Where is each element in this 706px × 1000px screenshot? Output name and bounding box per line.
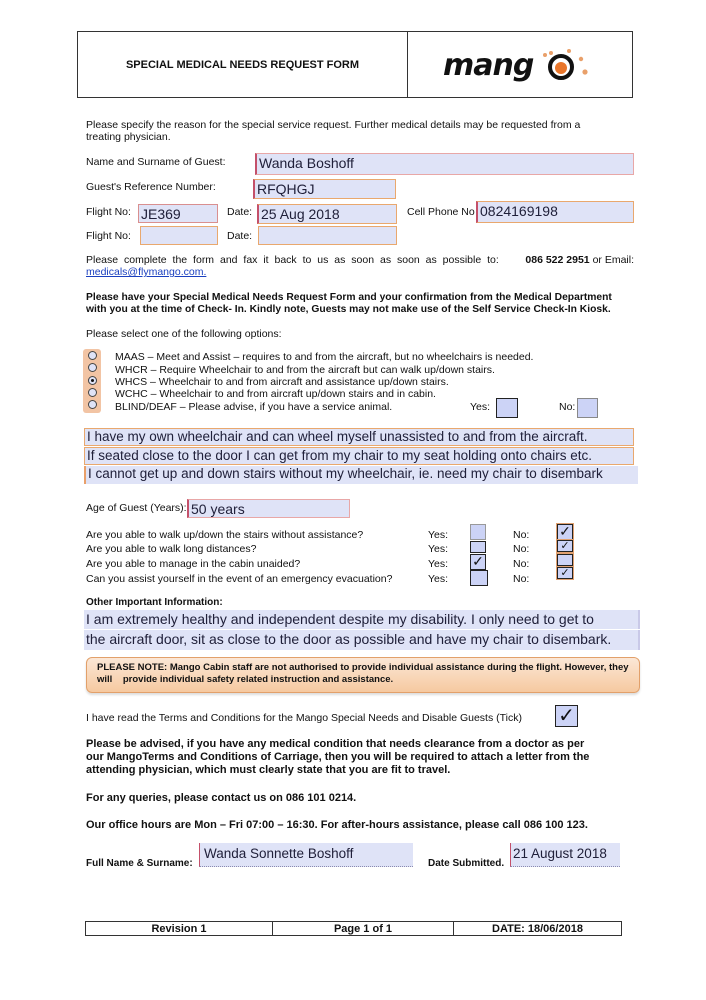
cell-phone-field[interactable]: 0824169198 [476, 201, 634, 223]
question-1-yes-checkbox[interactable] [470, 524, 486, 540]
footer-page: Page 1 of 1 [273, 922, 454, 935]
question-4-no-label: No: [513, 573, 530, 585]
question-1-yes-label: Yes: [428, 529, 449, 541]
question-2-no-checkbox[interactable] [557, 540, 573, 552]
reference-number-field[interactable]: RFQHGJ [253, 179, 396, 199]
terms-checkbox[interactable] [555, 705, 578, 727]
reason-line-2[interactable]: If seated close to the door I can get from my chair to my seat holding onto chairs etc. [84, 447, 634, 465]
fax-number: 086 522 2951 [525, 254, 590, 266]
flight-number-field-1[interactable]: JE369 [138, 204, 218, 223]
question-3-no-label: No: [513, 558, 530, 570]
form-header [77, 31, 633, 98]
cell-phone-label: Cell Phone No [407, 206, 475, 218]
question-1-text: Are you able to walk up/down the stairs without assistance? [86, 529, 364, 541]
option-label-blind-deaf: BLIND/DEAF – Please advise, if you have a service animal. [115, 401, 393, 413]
radio-selected-dot-icon [91, 379, 94, 382]
radio-blind-deaf[interactable] [88, 400, 97, 409]
or-email-text: or Email: [592, 254, 634, 266]
advice-line-3: attending physician, which must clearly state that you are fit to travel. [86, 764, 451, 776]
question-2-yes-checkbox[interactable] [470, 541, 486, 553]
question-3-no-checkbox[interactable] [557, 554, 573, 566]
note-line-1: PLEASE NOTE: Mango Cabin staff are not authorised to provide individual assistance during the flight. However, they [97, 662, 629, 673]
flight-number-field-2[interactable] [140, 226, 218, 245]
flight-date-field-1[interactable]: 25 Aug 2018 [257, 204, 397, 224]
please-note-box [86, 657, 640, 693]
question-4-text: Can you assist yourself in the event of an emergency evacuation? [86, 573, 393, 585]
option-label-wchc: WCHC – Wheelchair to and from aircraft up/down stairs and in cabin. [115, 388, 436, 400]
age-field[interactable]: 50 years [187, 499, 350, 518]
other-info-line-1[interactable]: I am extremely healthy and independent despite my disability. I only need to get to [84, 610, 640, 629]
svg-text:mang: mang [443, 47, 534, 83]
checkin-notice-2: with you at the time of Check- In. Kindly note, Guests may not make use of the Self Service Check-In Kiosk. [86, 304, 611, 315]
mango-logo [408, 32, 632, 97]
checkin-notice-1: Please have your Special Medical Needs Request Form and your confirmation from the Medical Department [86, 292, 612, 303]
date-label-1: Date: [227, 206, 253, 218]
check-icon: ✓ [560, 540, 570, 552]
flight-date-field-2[interactable] [258, 226, 397, 245]
date-submitted-field[interactable]: 21 August 2018 [510, 843, 620, 867]
option-label-whcr: WHCR – Require Wheelchair to and from the aircraft but can walk up/down stairs. [115, 364, 495, 376]
terms-label: I have read the Terms and Conditions for the Mango Special Needs and Disable Guests (Tick) [86, 712, 522, 724]
footer-revision: Revision 1 [86, 922, 273, 935]
advice-line-1: Please be advised, if you have any medical condition that needs clearance from a doctor as per [86, 738, 585, 750]
question-2-no-label: No: [513, 543, 530, 555]
queries-text: For any queries, please contact us on 086 101 0214. [86, 792, 357, 804]
full-name-label: Full Name & Surname: [86, 858, 193, 869]
service-animal-no-checkbox[interactable] [577, 398, 598, 418]
reason-line-3[interactable]: I cannot get up and down stairs without my wheelchair, ie. need my chair to disembark [84, 466, 638, 484]
flight-label-2: Flight No: [86, 230, 131, 242]
reason-line-1[interactable]: I have my own wheelchair and can wheel myself unassisted to and from the aircraft. [84, 428, 634, 446]
question-3-yes-label: Yes: [428, 558, 449, 570]
mango-logo-icon [435, 45, 605, 85]
question-4-no-checkbox[interactable] [557, 567, 573, 579]
radio-wchc[interactable] [88, 388, 97, 397]
intro-text-2: treating physician. [86, 131, 171, 143]
question-2-text: Are you able to walk long distances? [86, 543, 257, 555]
date-submitted-label: Date Submitted. [428, 858, 505, 869]
check-icon: ✓ [472, 553, 484, 569]
check-icon: ✓ [560, 567, 570, 579]
advice-line-2: our MangoTerms and Conditions of Carriage, then you will be required to attach a letter from the [86, 751, 590, 763]
radio-maas[interactable] [88, 351, 97, 360]
service-animal-no-label: No: [559, 401, 576, 413]
option-label-maas: MAAS – Meet and Assist – requires to and from the aircraft, but no wheelchairs is needed. [115, 351, 534, 363]
option-label-whcs: WHCS – Wheelchair to and from aircraft and assistance up/down stairs. [115, 376, 449, 388]
question-3-text: Are you able to manage in the cabin unaided? [86, 558, 301, 570]
guest-name-field[interactable]: Wanda Boshoff [255, 153, 634, 175]
email-wrap [86, 266, 206, 278]
other-info-line-2[interactable]: the aircraft door, sit as close to the door as possible and have my chair to disembark. [84, 630, 640, 650]
question-1-no-checkbox[interactable] [557, 524, 573, 540]
note-line-2: will provide individual safety related instruction and assistance. [97, 674, 394, 685]
other-info-label: Other Important Information: [86, 597, 223, 608]
question-3-yes-checkbox[interactable] [470, 554, 486, 570]
radio-whcs[interactable] [88, 376, 97, 385]
question-4-yes-label: Yes: [428, 573, 449, 585]
service-animal-yes-label: Yes: [470, 401, 491, 413]
question-1-no-label: No: [513, 529, 530, 541]
form-title: SPECIAL MEDICAL NEEDS REQUEST FORM [78, 32, 408, 97]
options-prompt: Please select one of the following options: [86, 328, 282, 340]
fax-instruction [86, 254, 634, 266]
fax-text: Please complete the form and fax it back to us as soon as soon as possible to: [86, 254, 499, 266]
radio-whcr[interactable] [88, 363, 97, 372]
name-label: Name and Surname of Guest: [86, 156, 226, 168]
intro-text-1: Please specify the reason for the special service request. Further medical details may be requested from a [86, 119, 581, 131]
date-label-2: Date: [227, 230, 253, 242]
email-link[interactable]: medicals@flymango.com. [86, 266, 207, 278]
check-icon: ✓ [559, 523, 571, 539]
question-2-yes-label: Yes: [428, 543, 449, 555]
footer-table [85, 921, 622, 936]
service-animal-yes-checkbox[interactable] [496, 398, 518, 418]
flight-label-1: Flight No: [86, 206, 131, 218]
footer-date: DATE: 18/06/2018 [492, 922, 583, 935]
question-4-yes-checkbox[interactable] [470, 570, 488, 586]
ref-label: Guest's Reference Number: [86, 181, 216, 193]
full-name-field[interactable]: Wanda Sonnette Boshoff [199, 843, 413, 867]
check-icon: ✓ [558, 705, 575, 727]
office-hours-text: Our office hours are Mon – Fri 07:00 – 16:30. For after-hours assistance, please call 086 100 123. [86, 819, 588, 831]
age-label: Age of Guest (Years): [86, 502, 187, 514]
